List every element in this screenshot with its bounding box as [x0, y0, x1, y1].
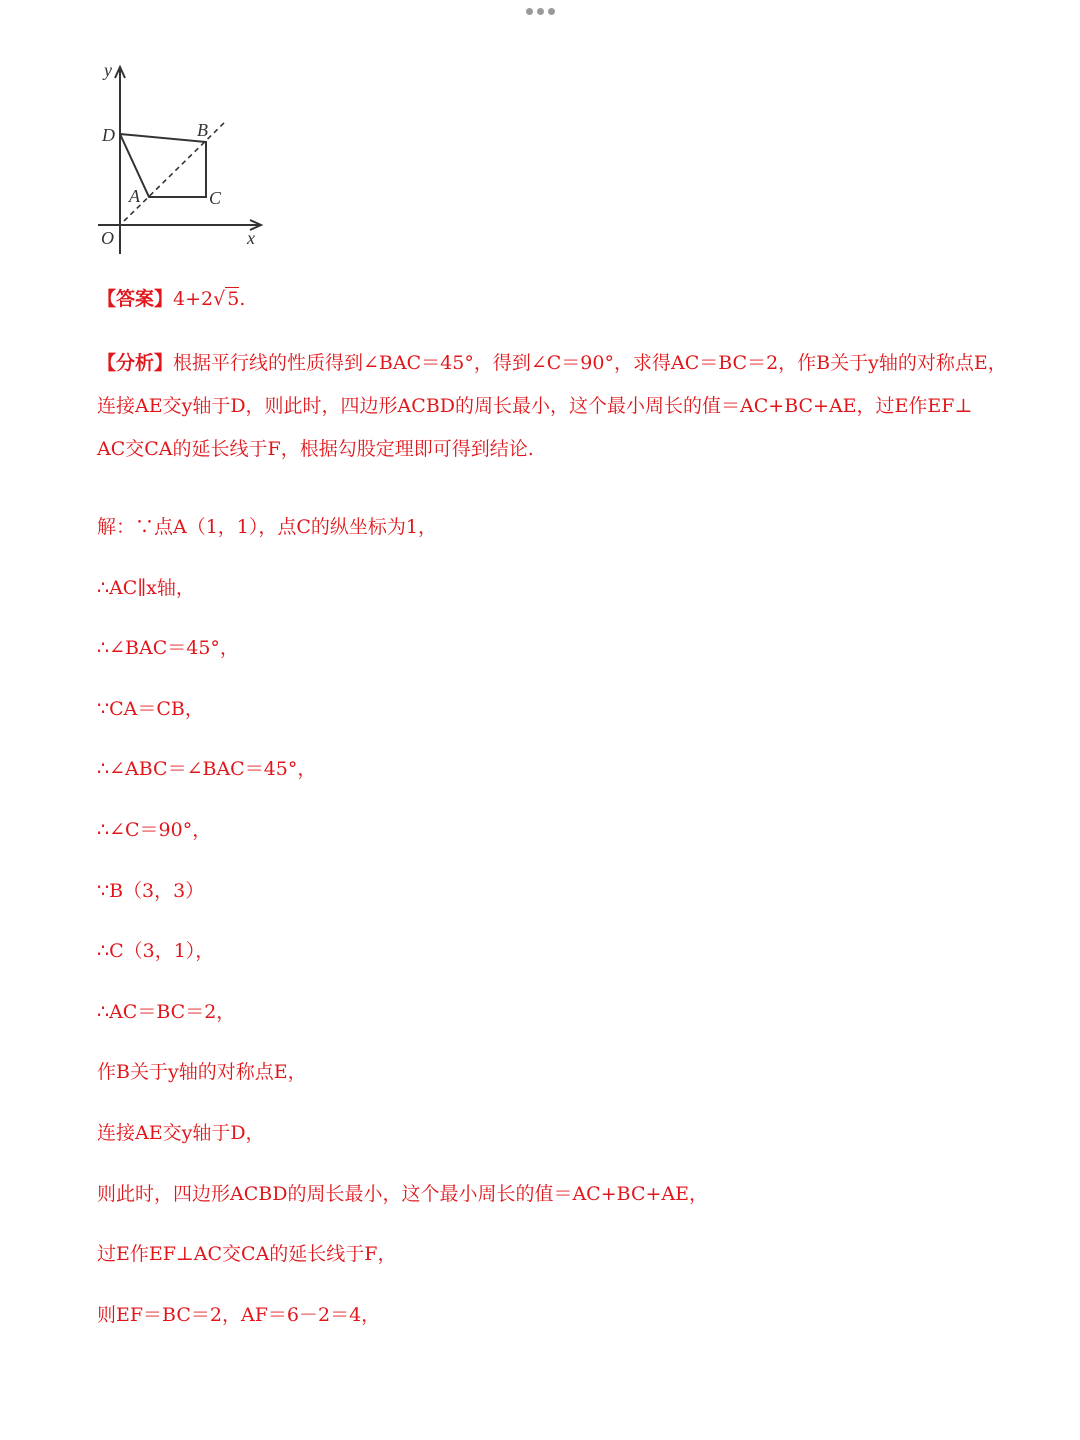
solution-line-7: ∵B（3，3）	[97, 879, 205, 902]
solution-line-9: ∴AC＝BC＝2，	[97, 1000, 236, 1023]
solution-line-11: 连接AE交y轴于D，	[97, 1121, 265, 1144]
answer-label: 【答案】	[97, 288, 174, 310]
sqrt-icon: √	[213, 288, 226, 310]
answer-value-pre: 4+2	[173, 288, 214, 310]
label-c: C	[209, 188, 222, 208]
coordinate-figure	[90, 58, 280, 258]
solution-line-5: ∴∠ABC＝∠BAC＝45°，	[97, 758, 317, 781]
analysis-text-1: 根据平行线的性质得到∠BAC＝45°，得到∠C＝90°，求得AC＝BC＝2，作B关于y轴的对称点E，	[173, 352, 1007, 374]
analysis-line-1	[97, 342, 1007, 385]
answer-line	[97, 284, 997, 318]
analysis-line-2: 连接AE交y轴于D，则此时，四边形ACBD的周长最小，这个最小周长的值＝AC+BC+AE，过E作EF⊥	[97, 395, 973, 417]
label-a: A	[129, 186, 140, 206]
more-options-icon[interactable]	[526, 8, 555, 15]
solution-line-2: ∴AC∥x轴，	[97, 576, 195, 599]
solution-line-3: ∴∠BAC＝45°，	[97, 637, 239, 660]
label-d: D	[102, 125, 115, 145]
solution-content	[97, 284, 1007, 1345]
solution-line-1: 解：∵点A（1，1），点C的纵坐标为1，	[97, 516, 438, 538]
solution-line-14: 则EF＝BC＝2，AF＝6－2＝4，	[97, 1303, 381, 1326]
solution-line-13: 过E作EF⊥AC交CA的延长线于F，	[97, 1243, 397, 1266]
label-o: O	[101, 228, 114, 248]
solution-line-8: ∴C（3，1），	[97, 940, 215, 963]
solution-line-12: 则此时，四边形ACBD的周长最小，这个最小周长的值＝AC+BC+AE，	[97, 1182, 708, 1205]
answer-value-post: .	[239, 288, 246, 310]
label-x: x	[247, 228, 255, 248]
analysis-label: 【分析】	[97, 352, 174, 374]
analysis-line-3: AC交CA的延长线于F，根据勾股定理即可得到结论.	[97, 438, 534, 460]
label-y: y	[104, 60, 112, 80]
solution-line-4: ∵CA＝CB，	[97, 697, 204, 720]
solution-line-10: 作B关于y轴的对称点E，	[97, 1061, 307, 1084]
solution-line-6: ∴∠C＝90°，	[97, 818, 212, 841]
label-b: B	[197, 120, 208, 140]
answer-radicand: 5	[227, 288, 240, 310]
